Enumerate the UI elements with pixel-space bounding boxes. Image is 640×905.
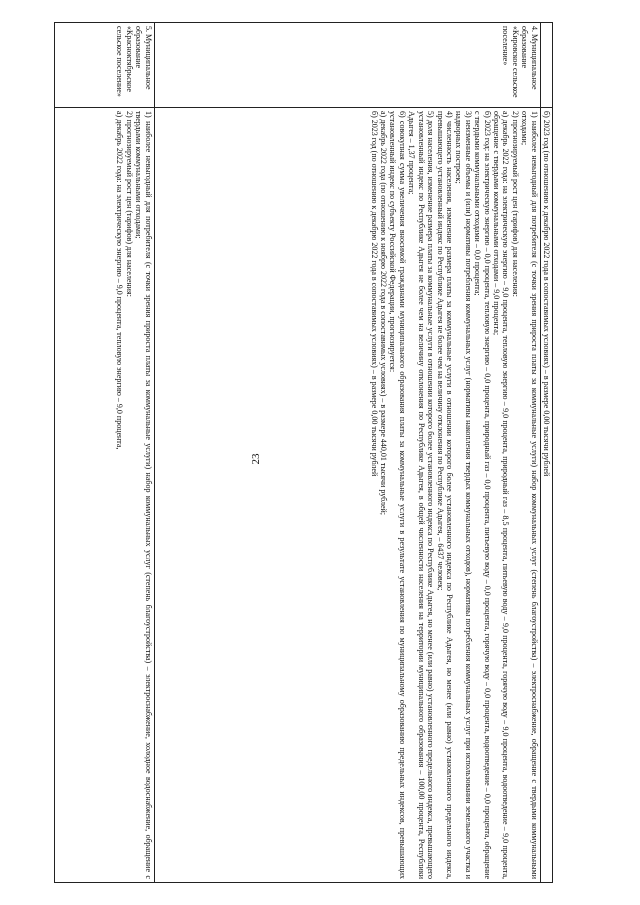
municipality-cell <box>54 23 154 108</box>
table-cell-empty <box>540 23 552 108</box>
detail-line: б) 2023 год (по отношению к декабрю 2022 года в сопоставимых условиях) – в размере 0,00 тысячи рублей <box>369 111 379 477</box>
document-sheet <box>58 22 553 882</box>
detail-line: 2) прогнозируемый рост цен (тарифов) для населения: <box>124 111 134 297</box>
table-cell-text: б) 2023 год (по отношению к декабрю 2022 года в сопоставимых условиях) – в размере 0,00 тысячи рублей <box>540 108 552 883</box>
row-number: 4. <box>529 26 539 32</box>
detail-line: а) декабрь 2022 года: на электрическую энергию – 9,0 процента, тепловую энергию – 9,0 процента, природный газ – 8,5 процента, питьевую воду – 9,0 процента, горячую воду – 9,0 процента, водоотведение – 9,0 процента, обращение с твердыми коммунальными отходами – 9,0 процента; <box>491 111 511 879</box>
table-row-municipality-5 <box>54 23 154 883</box>
detail-line: 4) численность населения, изменение размера платы за коммунальные услуги в отношении которого более установленного индекса по Республике Адыгея, но менее (или равно) установленного предельного индекса, превышающего установленный индекс по Республике Адыгея не более чем на величину отклонения по Республике Адыгея, – 6437 человек; <box>435 111 454 879</box>
detail-line: 1) наиболее невыгодный для потребителя (с точки зрения прироста платы за коммунальные услуги) набор коммунальных услуг (степень благоустройства) – электроснабжение, холодное водоснабжение, обращение с твердыми коммунальными отходами; <box>134 111 153 879</box>
detail-line: 3) неизменные объемы и (или) нормативы потребления коммунальных услуг (нормативы накопления твердых коммунальных отходов), нормативы потребления коммунальных услуг при использовании земельного участка и надворных построек; <box>454 111 473 879</box>
row-number: 5. <box>143 26 153 32</box>
detail-line: 2) прогнозируемый рост цен (тарифов) для населения: <box>510 111 520 297</box>
detail-line: 5) доля населения, изменение размера платы за коммунальные услуги в отношении которого более установленного индекса по Республике Адыгея, но менее (или равно) установленного предельного индекса, превышающего установленный индекс по Республике Адыгея не более чем на величину отклонения по Республике Адыгея, в общей численности населения на территории муниципального образования – 100,00 процента, Республики Адыгея – 1,37 процента; <box>407 111 436 879</box>
detail-line: б) 2023 год: на электрическую энергию – 0,0 процента, тепловую энергию – 0,0 процента, природный газ – 0,0 процента, питьевую воду – 0,0 процента, горячую воду – 0,0 процента, водоотведение – 0,0 процента, обращение с твердыми коммунальными отходами – 0,0 процента; <box>473 111 492 879</box>
municipality-cell <box>154 23 540 108</box>
municipality-name: Муниципальное образование «Красноктябрьское сельское поселение» <box>115 26 153 97</box>
table-row-municipality-4 <box>154 23 540 883</box>
details-cell <box>54 108 154 883</box>
detail-line: а) декабрь 2022 года: на электрическую энергию – 9,0 процента, тепловую энергию – 9,0 процента, <box>115 111 125 450</box>
details-clip <box>58 111 153 879</box>
detail-line: 6) совокупная сумма увеличения вносимой гражданами муниципального образования платы за коммунальные услуги в результате установления по муниципальному образованию предельных индексов, превышающих установленный индекс по субъекту Российской Федерации, прогнозируется: <box>388 111 407 879</box>
page-number: 23 <box>250 453 262 465</box>
detail-line: а) декабрь 2022 года (по отношению к ноябрю 2022 года в сопоставимых условиях) – в размере 440,01 тысячи рублей; <box>379 111 389 516</box>
detail-line: 1) наиболее невыгодный для потребителя (с точки зрения прироста платы за коммунальные услуги) набор коммунальных услуг (степень благоустройства) – электроснабжение, обращение с твердыми коммунальными отходами; <box>520 111 539 879</box>
table-row-previous <box>540 23 552 883</box>
municipality-name: Муниципальное образование «Кировское сельское поселение» <box>501 26 539 98</box>
details-cell <box>154 108 540 883</box>
municipality-table <box>54 22 553 883</box>
